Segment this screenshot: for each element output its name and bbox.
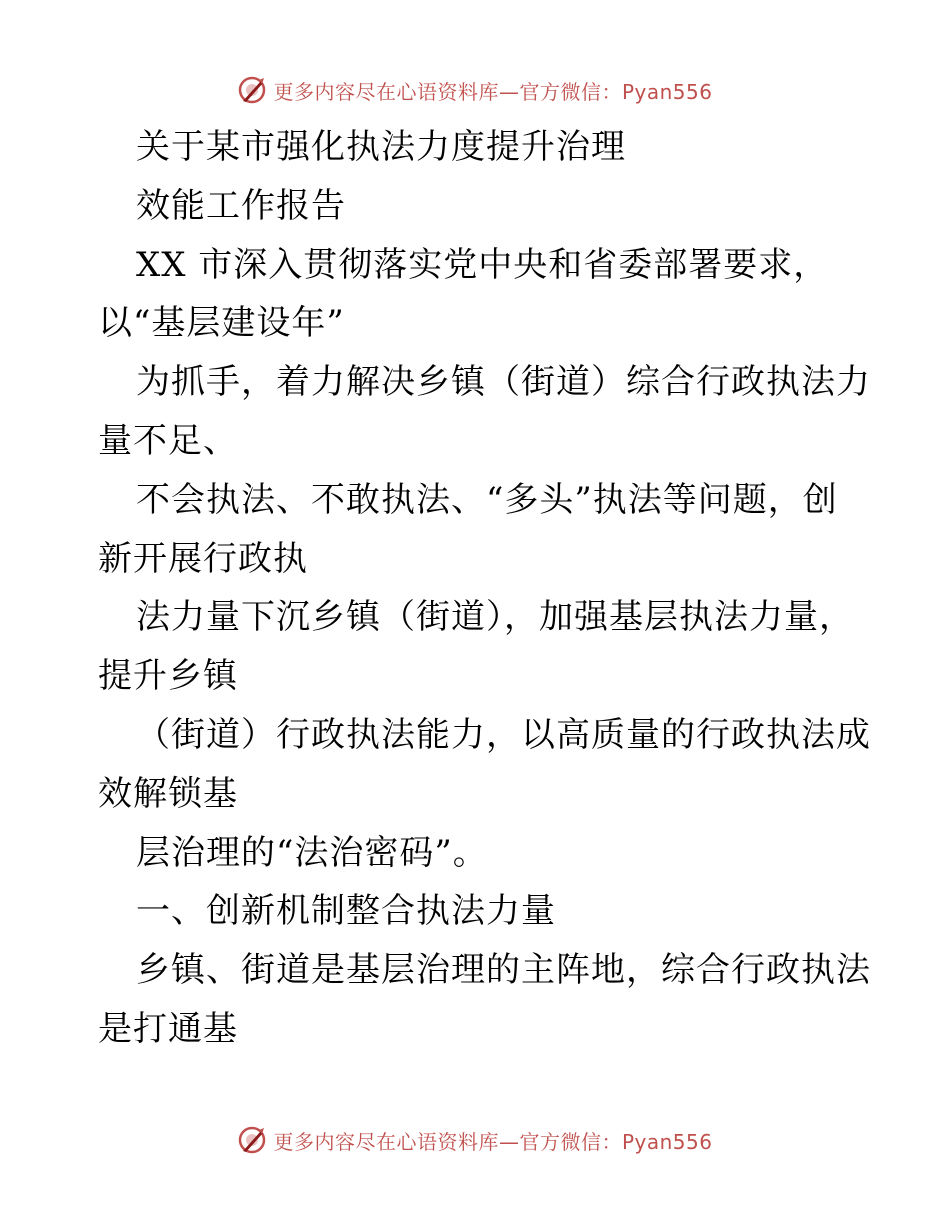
watermark-text: 更多内容尽在心语资料库—官方微信：Pyan556	[273, 1129, 713, 1154]
quill-pen-logo-icon	[237, 1125, 267, 1155]
header-watermark	[0, 70, 950, 110]
paragraph-line: 乡镇、街道是基层治理的主阵地，综合行政执法	[136, 950, 871, 991]
paragraph-line: 效解锁基	[98, 773, 238, 814]
paragraph-line: 层治理的“法治密码”。	[136, 832, 488, 873]
document-body	[98, 118, 871, 1059]
doc-title-line-2: 效能工作报告	[136, 185, 346, 226]
paragraph-line: 新开展行政执	[98, 538, 308, 579]
paragraph-line: 提升乡镇	[98, 656, 238, 697]
paragraph-line: 不会执法、不敢执法、“多头”执法等问题，创	[136, 479, 838, 520]
paragraph-line: 以“基层建设年”	[98, 303, 345, 344]
paragraph-line: 量不足、	[98, 420, 238, 461]
paragraph-line: 是打通基	[98, 1008, 238, 1049]
footer-watermark	[0, 1120, 950, 1160]
section-heading: 一、创新机制整合执法力量	[136, 891, 556, 932]
quill-pen-logo-icon	[237, 75, 267, 105]
watermark-text: 更多内容尽在心语资料库—官方微信：Pyan556	[273, 79, 713, 104]
doc-title-line-1: 关于某市强化执法力度提升治理	[136, 127, 626, 167]
paragraph-line: XX 市深入贯彻落实党中央和省委部署要求，	[136, 244, 829, 285]
paragraph-line: 法力量下沉乡镇（街道），加强基层执法力量，	[136, 597, 854, 638]
paragraph-line: （街道）行政执法能力，以高质量的行政执法成	[136, 714, 871, 755]
paragraph-line: 为抓手，着力解决乡镇（街道）综合行政执法力	[136, 362, 871, 403]
